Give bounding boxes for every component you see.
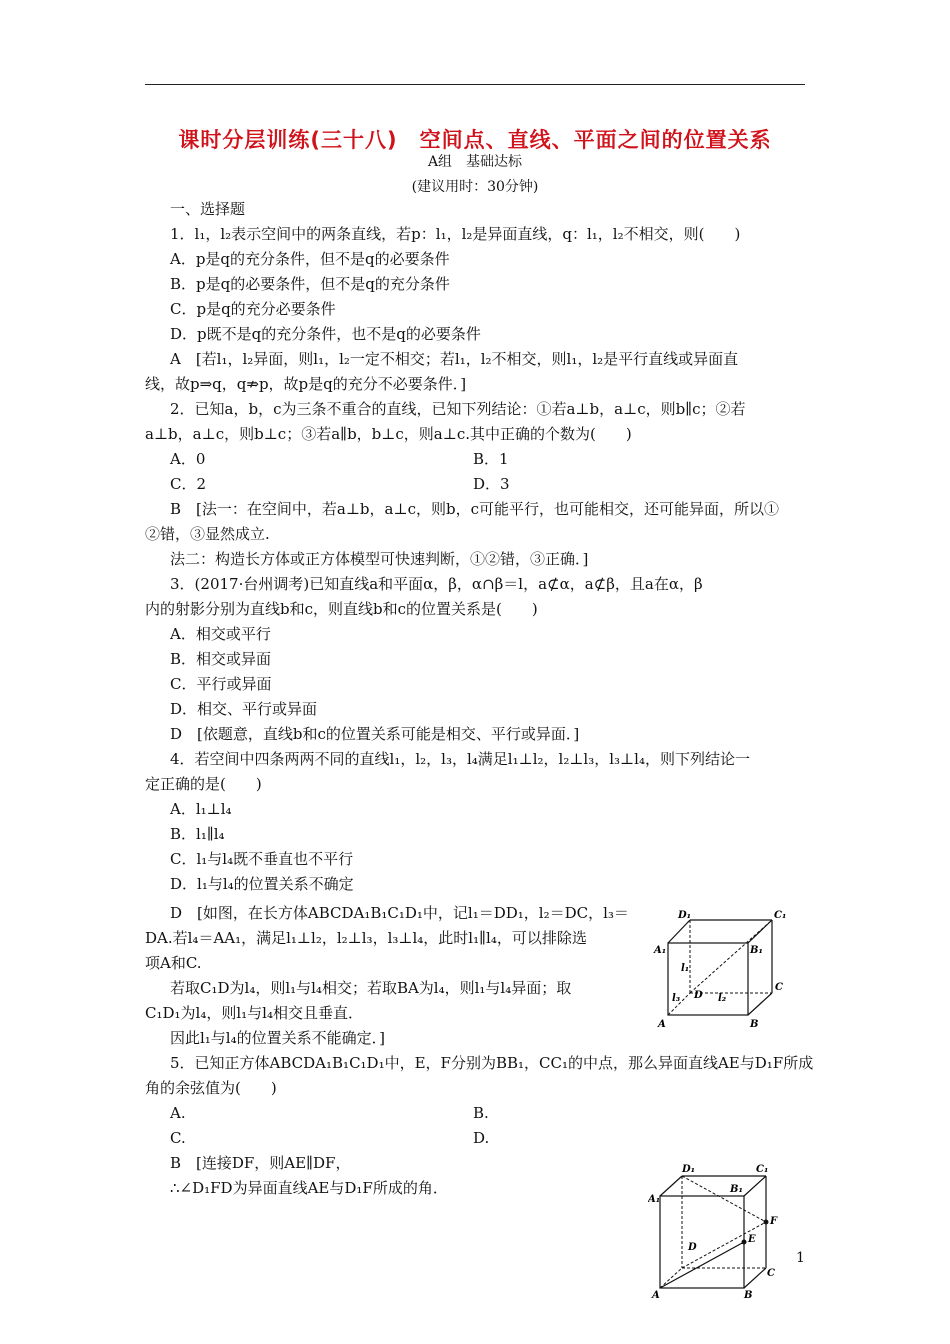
label-F: F — [770, 1216, 778, 1227]
label-A1: A₁ — [654, 945, 667, 956]
question-2: 2．已知a，b，c为三条不重合的直线，已知下列结论：①若a⊥b，a⊥c，则b∥c；②若 — [170, 400, 746, 418]
label-D1: D₁ — [678, 910, 692, 921]
label-C1: C₁ — [774, 910, 787, 921]
label-C1: C₁ — [756, 1164, 769, 1175]
q4-answer: D [如图，在长方体ABCDA₁B₁C₁D₁中，记l₁＝DD₁，l₂＝DC，l₃＝ — [170, 904, 629, 922]
question-4: 4．若空间中四条两两不同的直线l₁，l₂，l₃，l₄满足l₁⊥l₂，l₂⊥l₃，l₃⊥l₄，则下列结论一 — [170, 750, 750, 768]
page-number: 1 — [796, 1250, 805, 1266]
label-A1: A₁ — [648, 1194, 661, 1205]
question-4-cont: 定正确的是( ) — [145, 775, 262, 793]
label-C: C — [767, 1268, 775, 1279]
q4-answer-cont4: C₁D₁为l₄，则l₁与l₄相交且垂直． — [145, 1004, 363, 1022]
q5-option-a: A. — [170, 1104, 186, 1122]
header-rule — [145, 84, 805, 85]
label-C: C — [775, 982, 783, 993]
q4-option-a: A．l₁⊥l₄ — [170, 800, 232, 818]
time-note: (建议用时：30分钟) — [411, 179, 539, 195]
question-3-cont: 内的射影分别为直线b和c，则直线b和c的位置关系是( ) — [145, 600, 538, 618]
question-2-cont: a⊥b，a⊥c，则b⊥c；③若a∥b，b⊥c，则a⊥c.其中正确的个数为( ) — [145, 425, 632, 443]
page-title: 课时分层训练(三十八) 空间点、直线、平面之间的位置关系 — [178, 128, 772, 152]
q1-answer-cont: 线，故p⇒q，q⇏p，故p是q的充分不必要条件．] — [145, 375, 467, 393]
label-B: B — [750, 1019, 759, 1030]
q1-option-b: B．p是q的必要条件，但不是q的充分条件 — [170, 275, 450, 293]
q2-option-d: D．3 — [473, 475, 510, 493]
q5-option-b: B. — [473, 1104, 489, 1122]
q1-option-d: D．p既不是q的充分条件，也不是q的必要条件 — [170, 325, 481, 343]
q4-option-d: D．l₁与l₄的位置关系不确定 — [170, 875, 354, 893]
label-A: A — [658, 1019, 666, 1030]
question-5-cont: 角的余弦值为( ) — [145, 1079, 277, 1097]
label-B: B — [744, 1290, 753, 1300]
q1-answer: A [若l₁，l₂异面，则l₁，l₂一定不相交；若l₁，l₂不相交，则l₁，l₂是平行直线或异面直 — [170, 350, 739, 368]
q3-option-c: C．平行或异面 — [170, 675, 272, 693]
label-D1: D₁ — [682, 1164, 696, 1175]
question-1: 1．l₁，l₂表示空间中的两条直线，若p：l₁，l₂是异面直线，q：l₁，l₂不相交，则( ) — [170, 225, 741, 243]
q3-option-b: B．相交或异面 — [170, 650, 272, 668]
label-E: E — [748, 1234, 756, 1245]
q5-answer: B [连接DF，则AE∥DF， — [170, 1154, 351, 1172]
section-heading: 一、选择题 — [170, 200, 246, 218]
cuboid-figure-q4 — [650, 905, 810, 1030]
q4-answer-cont1: DA.若l₄＝AA₁，满足l₁⊥l₂，l₂⊥l₃，l₃⊥l₄，此时l₁∥l₄，可以排除选 — [145, 929, 587, 947]
question-3: 3．(2017·台州调考)已知直线a和平面α，β，α∩β＝l，a⊄α，a⊄β，且a在α，β — [170, 575, 703, 593]
q4-option-c: C．l₁与l₄既不垂直也不平行 — [170, 850, 354, 868]
q2-option-a: A．0 — [170, 450, 206, 468]
label-l1: l₁ — [681, 963, 690, 974]
q3-answer: D [依题意，直线b和c的位置关系可能是相交、平行或异面．] — [170, 725, 580, 743]
label-D: D — [688, 1242, 697, 1253]
question-5: 5．已知正方体ABCDA₁B₁C₁D₁中，E，F分别为BB₁，CC₁的中点，那么异面直线AE与D₁F所成 — [170, 1054, 814, 1072]
group-label: A组 基础达标 — [427, 154, 523, 170]
q2-option-c: C．2 — [170, 475, 207, 493]
q2-option-b: B．1 — [473, 450, 509, 468]
label-B1: B₁ — [750, 945, 763, 956]
q3-option-a: A．相交或平行 — [170, 625, 271, 643]
q2-answer-cont: ②错，③显然成立. — [145, 525, 270, 543]
label-B1: B₁ — [730, 1184, 743, 1195]
label-l2: l₂ — [718, 993, 727, 1004]
q2-answer: B [法一：在空间中，若a⊥b，a⊥c，则b，c可能平行，也可能相交，还可能异面，所以① — [170, 500, 779, 518]
q4-answer-cont5: 因此l₁与l₄的位置关系不能确定．] — [170, 1029, 385, 1047]
label-l3: l₃ — [672, 993, 681, 1004]
q3-option-d: D．相交、平行或异面 — [170, 700, 318, 718]
q5-option-c: C. — [170, 1129, 186, 1147]
label-D: D — [694, 990, 703, 1001]
q4-answer-cont2: 项A和C. — [145, 954, 202, 972]
q2-answer-method2: 法二：构造长方体或正方体模型可快速判断，①②错，③正确．] — [170, 550, 589, 568]
point-E — [742, 1240, 747, 1245]
q5-option-d: D. — [473, 1129, 490, 1147]
cube-figure-q5 — [648, 1158, 788, 1300]
point-F — [764, 1220, 769, 1225]
q4-answer-cont3: 若取C₁D为l₄，则l₁与l₄相交；若取BA为l₄，则l₁与l₄异面；取 — [170, 979, 572, 997]
q1-option-a: A．p是q的充分条件，但不是q的必要条件 — [170, 250, 450, 268]
q4-option-b: B．l₁∥l₄ — [170, 825, 225, 843]
label-A: A — [652, 1290, 660, 1300]
q5-answer-cont: ∴∠D₁FD为异面直线AE与D₁F所成的角． — [170, 1179, 448, 1197]
q1-option-c: C．p是q的充分必要条件 — [170, 300, 336, 318]
